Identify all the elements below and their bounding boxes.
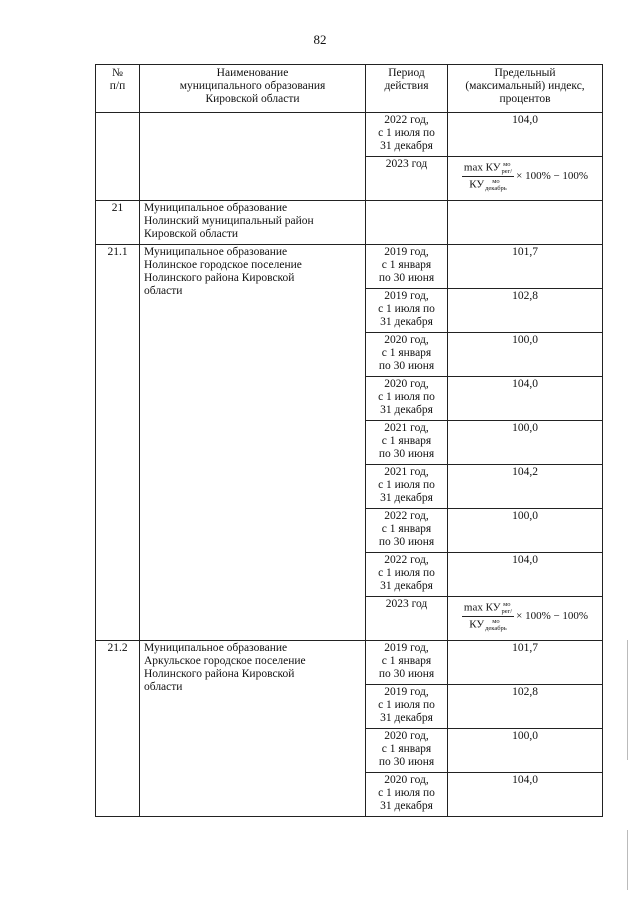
period-cell: 2019 год, с 1 июля по 31 декабря: [366, 289, 448, 333]
table-row: [96, 245, 603, 289]
index-value: 104,0: [448, 553, 603, 597]
index-value: 102,8: [448, 289, 603, 333]
row-number: [96, 113, 140, 201]
index-value: 102,8: [448, 685, 603, 729]
period-cell: 2020 год, с 1 января по 30 июня: [366, 729, 448, 773]
table-row: [96, 113, 603, 157]
scan-edge-mark: [627, 830, 628, 890]
row-number: 21.2: [96, 641, 140, 817]
municipality-name: Муниципальное образование Нолинское городское поселение Нолинского района Кировской области: [140, 245, 366, 641]
period-cell: 2020 год, с 1 июля по 31 декабря: [366, 773, 448, 817]
header-index: Предельный (максимальный) индекс, процентов: [448, 65, 603, 113]
table-header-row: [96, 65, 603, 113]
scan-edge-mark: [627, 640, 628, 760]
period-cell: 2019 год, с 1 января по 30 июня: [366, 641, 448, 685]
index-value: 104,0: [448, 773, 603, 817]
index-formula-cell: [448, 597, 603, 641]
period-cell: 2020 год, с 1 июля по 31 декабря: [366, 377, 448, 421]
period-cell: 2022 год, с 1 января по 30 июня: [366, 509, 448, 553]
index-value: 100,0: [448, 509, 603, 553]
index-value: 104,0: [448, 113, 603, 157]
municipality-name: Муниципальное образование Аркульское городское поселение Нолинского района Кировской области: [140, 641, 366, 817]
municipality-name: Муниципальное образование Нолинский муниципальный район Кировской области: [140, 201, 366, 245]
period-cell: 2023 год: [366, 597, 448, 641]
header-period: Период действия: [366, 65, 448, 113]
index-formula: max КУ мо рег/ КУ мо декабрь × 100% − 100%: [463, 601, 589, 632]
municipality-name: [140, 113, 366, 201]
period-cell: 2019 год, с 1 июля по 31 декабря: [366, 685, 448, 729]
table-row: [96, 641, 603, 685]
index-value: 100,0: [448, 421, 603, 465]
row-number: 21: [96, 201, 140, 245]
header-name: Наименование муниципального образования Кировской области: [140, 65, 366, 113]
period-cell: 2021 год, с 1 июля по 31 декабря: [366, 465, 448, 509]
index-value: 100,0: [448, 729, 603, 773]
header-num: № п/п: [96, 65, 140, 113]
index-formula-cell: [448, 157, 603, 201]
row-number: 21.1: [96, 245, 140, 641]
period-cell: 2022 год, с 1 июля по 31 декабря: [366, 553, 448, 597]
page-number: 82: [313, 32, 327, 47]
period-cell: 2021 год, с 1 января по 30 июня: [366, 421, 448, 465]
period-cell: 2019 год, с 1 января по 30 июня: [366, 245, 448, 289]
index-formula: max КУ мо рег/ КУ мо декабрь × 100% − 100%: [463, 161, 589, 192]
index-value: 101,7: [448, 245, 603, 289]
index-value: 101,7: [448, 641, 603, 685]
tariff-index-table: [95, 64, 603, 817]
period-cell: 2022 год, с 1 июля по 31 декабря: [366, 113, 448, 157]
index-value: 104,2: [448, 465, 603, 509]
table-row: [96, 201, 603, 245]
period-cell: 2023 год: [366, 157, 448, 201]
index-value: [448, 201, 603, 245]
index-value: 100,0: [448, 333, 603, 377]
index-value: 104,0: [448, 377, 603, 421]
period-cell: [366, 201, 448, 245]
period-cell: 2020 год, с 1 января по 30 июня: [366, 333, 448, 377]
